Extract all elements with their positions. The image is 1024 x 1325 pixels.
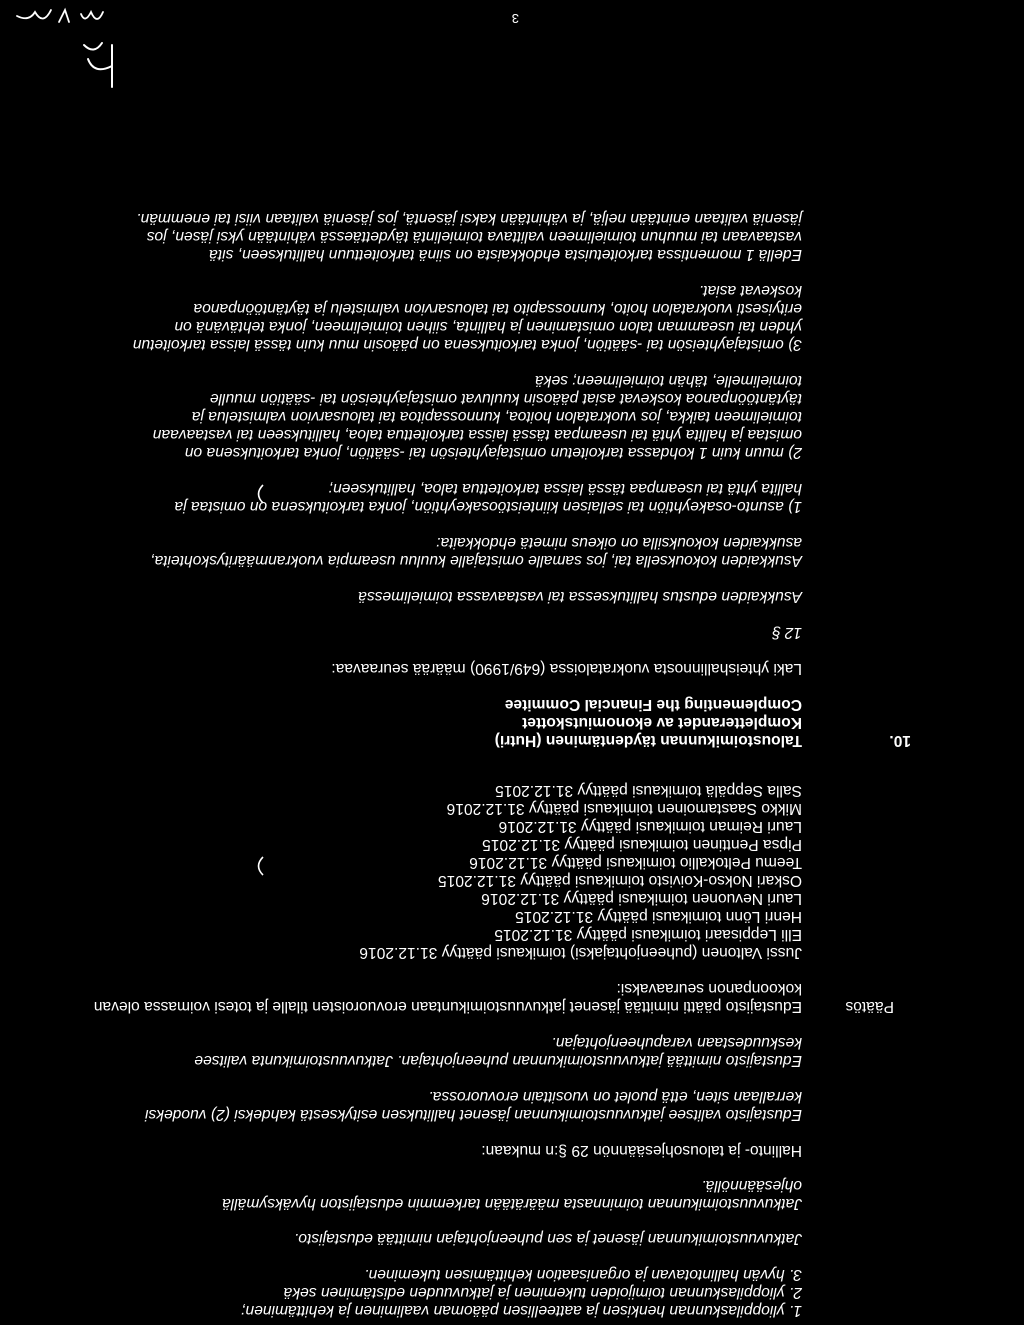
agenda-item-title-fi: Taloustoimikunnan täydentäminen (Hutri) (494, 732, 802, 749)
law-item2-line4: täytäntöönpanoa koskevat asiat pääosin kuuluvat omistajayhteisön tai -säätiön muulle (209, 390, 802, 407)
law-item3-line1: 3) omistajayhteisön tai -säätiön, jonka tarkoituksena on pääosin muu kuin tässä laissa tarkoitetun (132, 336, 802, 353)
law-final-line1: Edellä 1 momentissa tarkoitetuista ehdokkaista on siinä tarkoitettuun hallitukseen, sitä (209, 246, 802, 263)
paragraph-rules-line1: Jatkuvuustoimikunnan toiminnasta määrätään tarkemmin edustajiston hyväksymällä (222, 1195, 802, 1212)
handwritten-initials (64, 35, 124, 95)
member-item: Salla Seppälä toimikausi päättyy 31.12.2015 (495, 782, 802, 799)
margin-paren-mark (251, 483, 267, 505)
member-item: Mikko Saastamoinen toimikausi päättyy 31.12.2016 (446, 800, 802, 817)
member-item: Oskari Nokso-Koivisto toimikausi päättyy 31.12.2015 (437, 872, 802, 889)
member-item: Lauri Reiman toimikausi päättyy 31.12.2016 (498, 818, 802, 835)
member-item: Teemu Peltokallio toimikausi päättyy 31.12.2016 (469, 854, 802, 871)
intro-list-item-1: 1. ylioppilaskunnan henkisen ja aatteellisen pääoman vaaliminen ja kehittäminen; (241, 1302, 802, 1319)
law-body-line1: Asukkaiden kokouksella tai, jos samalle omistajalle kuuluu useampia vuokranmäärityskohteita, (150, 552, 802, 569)
paragraph-rules-line2: ohjesäännöllä. (701, 1177, 802, 1194)
law-item2-line5: toimielimelle, tähän toimielimeen; sekä (535, 372, 802, 389)
law-item3-line4: koskevat asiat. (698, 282, 802, 299)
paragraph-election-line2: kerrallaan siten, että puolet on vuosittain erovuorossa. (428, 1088, 802, 1105)
law-section-number: 12 § (771, 624, 802, 641)
agenda-item-number: 10. (889, 732, 911, 749)
page-number: 3 (511, 11, 519, 26)
agenda-item-title-en: Complementing the Financial Commitee (504, 696, 802, 713)
handwritten-signature (9, 2, 109, 30)
decision-label: Päätös (845, 998, 894, 1015)
law-item2-line3: toimielimeen taikka, jos vuokratalon hoitoa, kunnossapitoa tai talousarvion valmistelua ja (191, 408, 802, 425)
intro-list-item-2: 2. ylioppilaskunnan toimijoiden tukeminen ja jatkuvuuden edistäminen sekä (283, 1284, 802, 1301)
intro-list-item-3: 3. hyvän hallintotavan ja organisaation kehittämisen tukeminen. (364, 1266, 802, 1283)
law-item2-line2: omistaa ja hallita yhtä tai useampaa tässä laissa tarkoitettua taloa, hallitukseen tai vastaavaan (152, 426, 802, 443)
decision-text-line1: Edustajisto päätti nimittää jäsenet jatkuvuustoimikuntaan erovuoroisten tilalle ja totesi voimassa olevan (93, 998, 802, 1015)
law-item1-line1: 1) asunto-osakeyhtiön tai sellaisen kiinteistöosakeyhtiön, jonka tarkoituksena on omistaa ja (174, 498, 802, 515)
law-intro: Laki yhteishallinnosta vuokrataloissa (649/1990) määrää seuraavaa: (331, 660, 802, 677)
decision-text-line2: kokoonpanon seuraavaksi: (616, 980, 802, 997)
law-final-line3: jäseniä valitaan enintään neljä, ja vähintään kaksi jäsentä, jos jäseniä valitaan viisi tai enemmän. (136, 210, 802, 227)
member-item: Pipsa Penttinen toimikausi päättyy 31.12.2015 (482, 836, 802, 853)
law-item3-line2: yhden tai useamman talon omistaminen ja hallinta, siihen toimielimeen, jonka tehtävänä on (174, 318, 802, 335)
member-item: Elli Leppisaari toimikausi päättyy 31.12.2015 (494, 926, 802, 943)
paragraph-election-line1: Edustajisto valitsee jatkuvuustoimikunnan jäsenet hallituksen esityksestä kahdeksi (2) vuodeksi (144, 1106, 802, 1123)
paragraph-regulation-ref: Hallinto- ja talousohjesäännön 29 §:n mukaan: (481, 1142, 802, 1159)
law-final-line2: vastaavaan tai muuhun toimielimeen valittava toimielintä täydettäessä vähintään yksi jäsen, jos (146, 228, 802, 245)
paragraph-members-appointment: Jatkuvuustoimikunnan jäsenet ja sen puheenjohtajan nimittää edustajisto. (294, 1230, 802, 1247)
agenda-item-title-sv: Kompletterandet av ekonomiutskottet (522, 714, 802, 731)
law-item1-line2: hallita yhtä tai useampaa tässä laissa tarkoitettua taloa, hallitukseen; (328, 480, 802, 497)
paragraph-chair-line1: Edustajisto nimittää jatkuvuustoimikunnan puheenjohtajan. Jatkuvuustoimikunta valitsee (194, 1052, 802, 1069)
law-section-title: Asukkaiden edustus hallituksessa tai vastaavassa toimielimessä (358, 588, 802, 605)
law-item3-line3: erityisesti vuokratalon hoito, kunnossapito tai talousarvion valmistelu ja täytäntöönpanoa (193, 300, 802, 317)
margin-paren-mark (251, 855, 267, 877)
law-body-line2: asukkaiden kokouksilla on oikeus nimetä ehdokkaita: (436, 534, 802, 551)
member-item: Lauri Nevuonen toimikausi päättyy 31.12.2016 (481, 890, 802, 907)
law-item2-line1: 2) muun kuin 1 kohdassa tarkoitetun omistajayhteisön tai -säätiön, jonka tarkoituksena on (184, 444, 802, 461)
member-item: Henri Lönn toimikausi päättyy 31.12.2015 (515, 908, 802, 925)
member-item: Jussi Valtonen (puheenjohtajaksi) toimikausi päättyy 31.12.2016 (359, 944, 802, 961)
paragraph-chair-line2: keskuudestaan varapuheenjohtajan. (551, 1034, 802, 1051)
